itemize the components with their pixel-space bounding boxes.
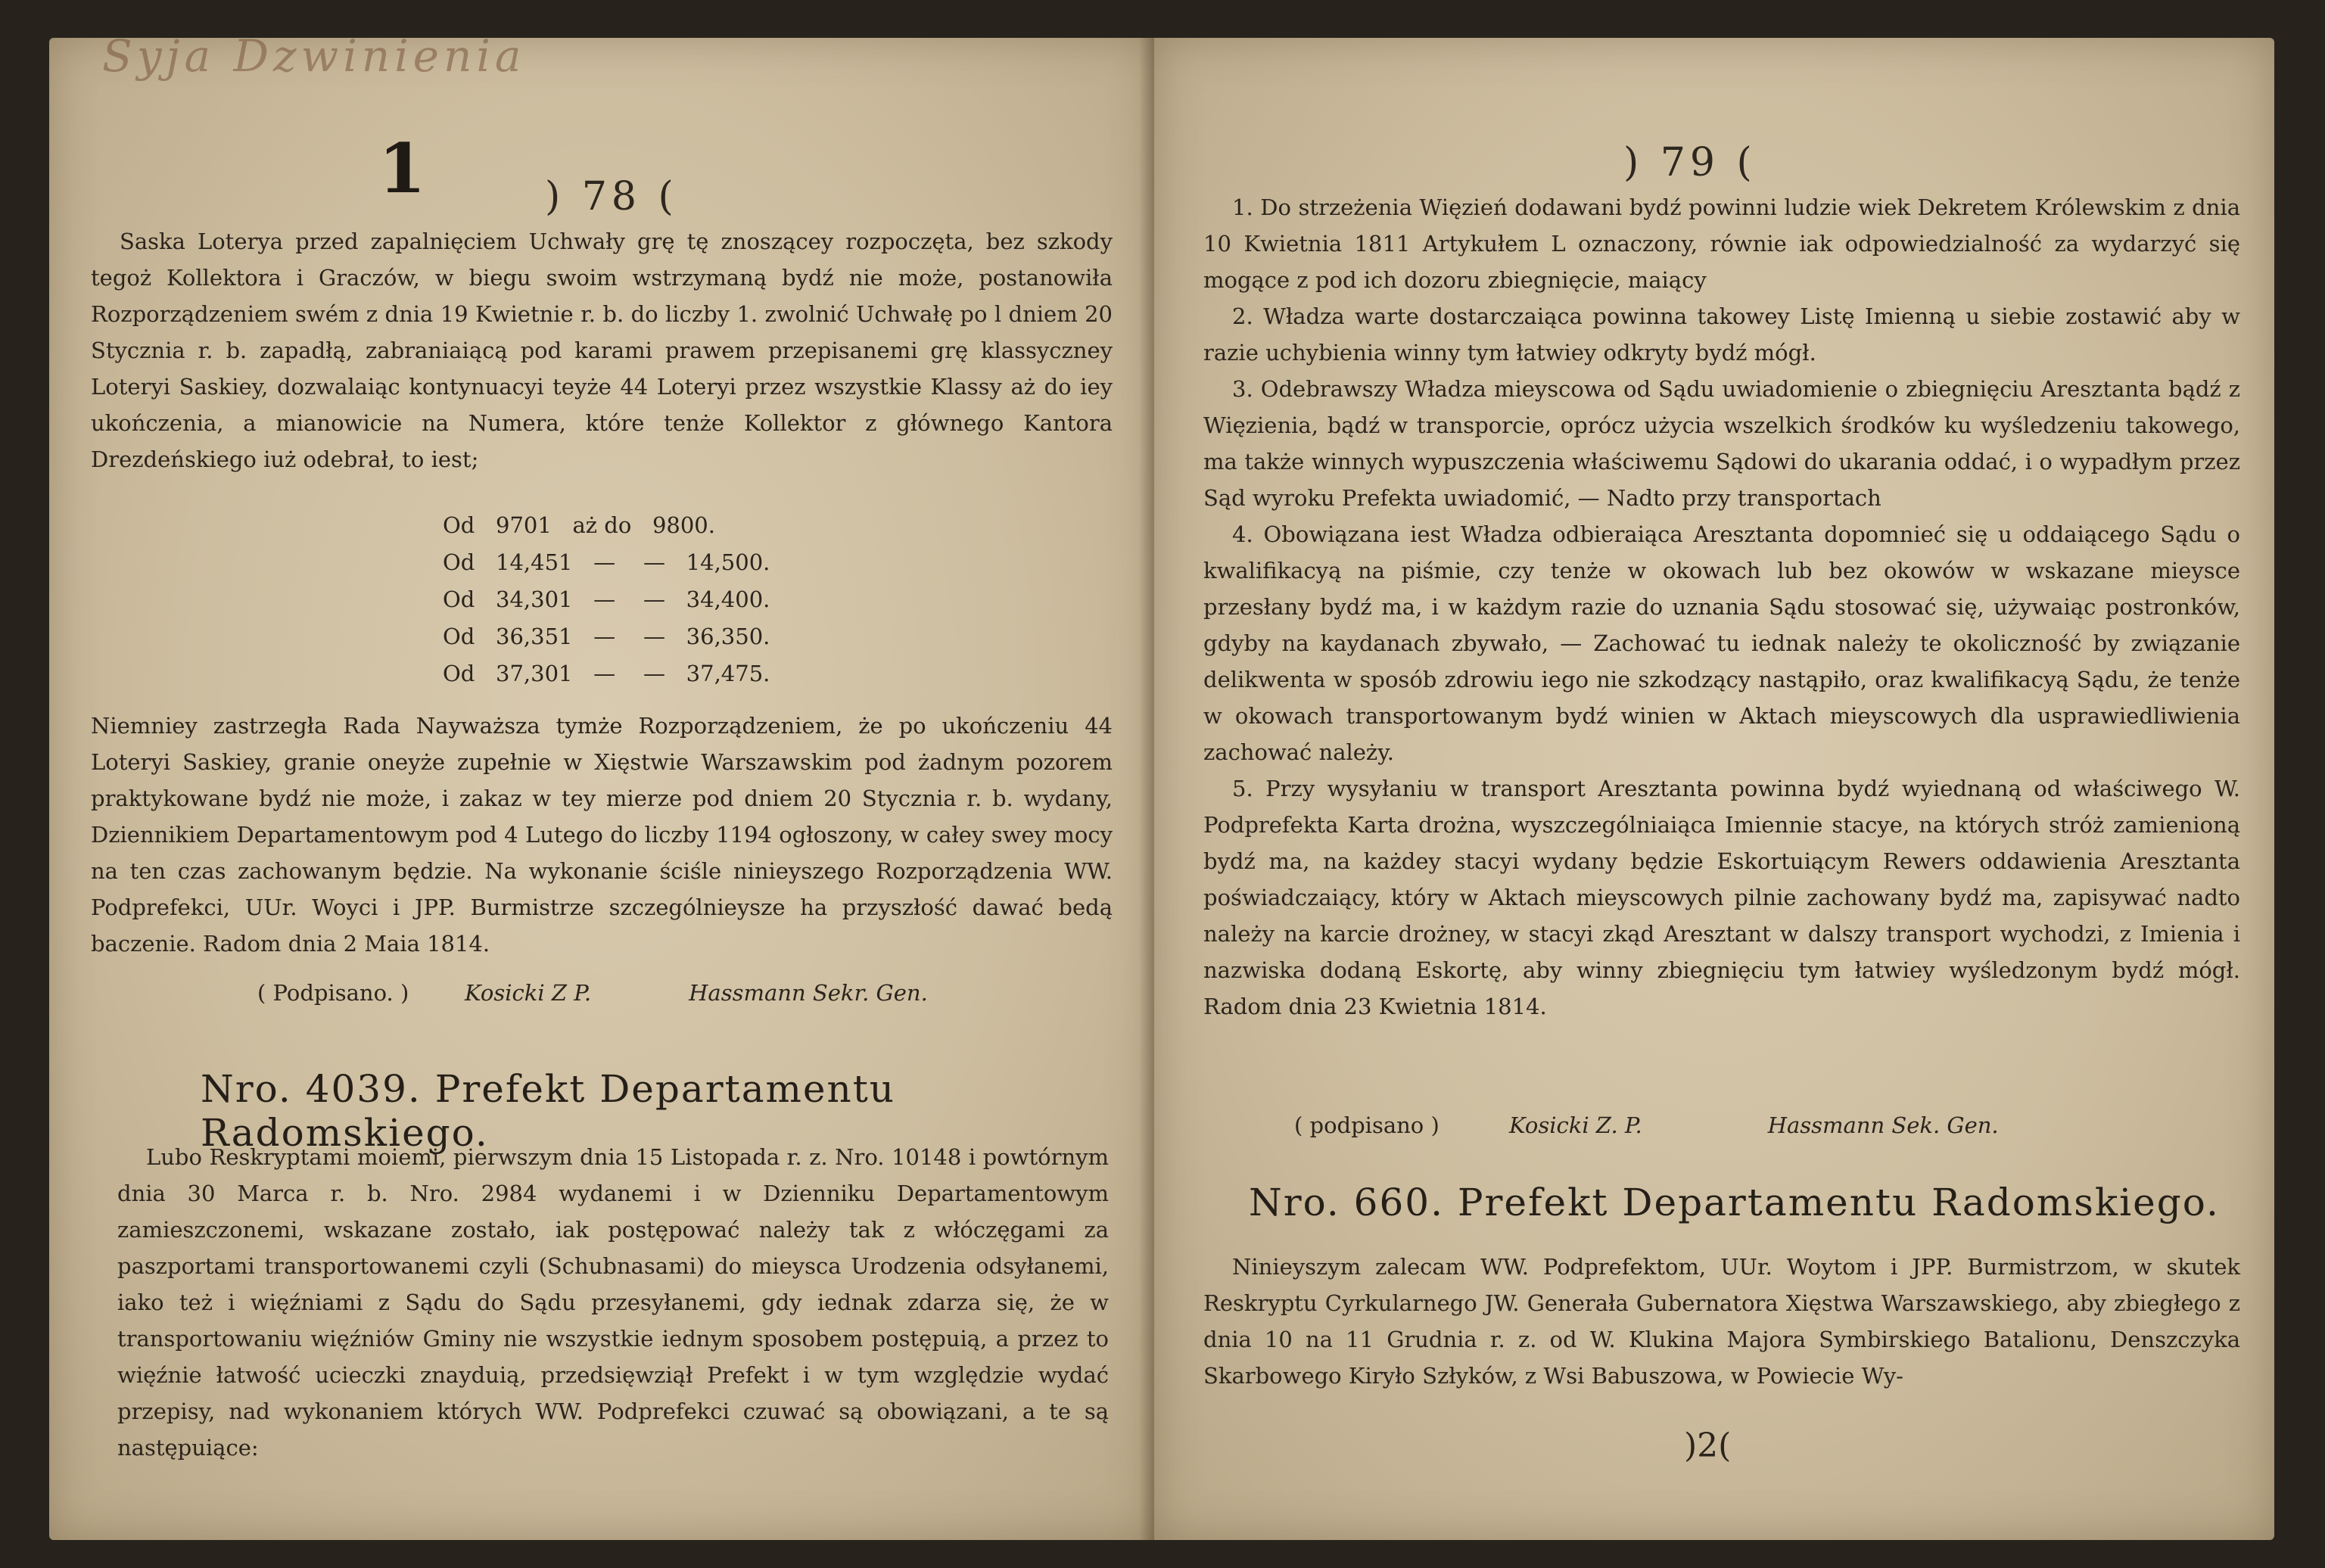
paragraph-prisoners: Lubo Reskryptami moiemi, pierwszym dnia 15 Listopada r. z. Nro. 10148 i powtórnym dnia 30 Marca r. b. Nro. 2984 wydanemi i w Dzienniku Departamentowym zamieszczonemi, wskazane zostało, iak postępować należy tak z włóczęgami za paszportami transportowanemi czyli (Schubnasami) do mieysca Urodzenia odsyłanemi, iako też i więźniami z Sądu do Sądu przesyłanemi, gdy iednak zdarza się, że w transportowaniu więźniów Gminy nie wszystkie iednym sposobem postępuią, a przez to więźnie łatwość ucieczki znayduią, przedsięwziął Prefekt i w tym względzie wydać przepisy, nad wykonaniem których WW. Podprefekci czuwać są obowiązani, a te są następuiące: (117, 1144, 1109, 1461)
section-heading-660: Nro. 660. Prefekt Departamentu Radomskiego. (1249, 1181, 2220, 1224)
section-heading-4039: Nro. 4039. Prefekt Departamentu Radomskiego. (201, 1067, 896, 1155)
regulation-3: 3. Odebrawszy Władza mieyscowa od Sądu uwiadomienie o zbiegnięciu Aresztanta bądź z Więzienia, bądź w transporcie, oprócz użycia wszelkich środków ku wyśledzeniu takowego, ma także winnych wypuszczenia właściwemu Sądowi do ukarania oddać, i o wypadłym przez Sąd wyroku Prefekta uwiadomić, — Nadto przy transportach (1203, 376, 2240, 511)
regulation-1: 1. Do strzeżenia Więzień dodawani bydź powinni ludzie wiek Dekretem Królewskim z dnia 10 Kwietnia 1811 Artykułem L oznaczony, równie iak odpowiedzialność za wydarzyć się mogące z pod ich dozoru zbiegnięcie, maiący (1203, 194, 2240, 293)
range-row: Od 36,351 — — 36,350. (443, 624, 770, 649)
paragraph-lottery: Saska Loterya przed zapalnięciem Uchwały grę tę znoszącey rozpoczęta, bez szkody tegoż Kollektora i Graczów, w biegu swoim wstrzymaną bydź nie może, postanowiła Rozporządzeniem swém z dnia 19 Kwietnie r. b. do liczby 1. zwolnić Uchwałę po l dniem 20 Stycznia r. b. zapadłą, zabraniaiącą pod karami prawem przepisanemi grę klassyczney Loteryi Saskiey, dozwalaiąc kontynuacyi teyże 44 Loteryi przez wszystkie Klassy aż do iey ukończenia, a mianowicie na Numera, które tenże Kollektor z głównego Kantora Drezdeńskiego iuż odebrał, to iest; (91, 229, 1113, 472)
page-number-left: ) 78 ( (545, 174, 678, 219)
handwritten-note: Syja Dzwinienia (102, 30, 526, 82)
left-page (49, 30, 1154, 1540)
range-row: Od 34,301 — — 34,400. (443, 586, 770, 612)
right-page (1154, 38, 2274, 1540)
ink-mark: 1 (378, 129, 426, 209)
signature-line-left: ( Podpisano. ) Kosicki Z P. Hassmann Sekr. Gen. (257, 980, 928, 1006)
paragraph-deserter: Ninieyszym zalecam WW. Podprefektom, UUr. Woytom i JPP. Burmistrzom, w skutek Reskryptu Cyrkularnego JW. Generała Gubernatora Xięstwa Warszawskiego, aby zbiegłego z dnia 10 na 11 Grudnia r. z. od W. Klukina Majora Symbirskiego Batalionu, Denszczyka Skarbowego Kiryło Szłyków, z Wsi Babuszowa, w Powiecie Wy- (1203, 1254, 2240, 1389)
footer-mark: )2( (1684, 1426, 1732, 1465)
range-row: Od 9701 aż do 9800. (443, 512, 715, 538)
page-number-right: ) 79 ( (1623, 140, 1757, 185)
range-row: Od 37,301 — — 37,475. (443, 661, 770, 686)
paragraph-decree: Niemniey zastrzegła Rada Nayważsza tymże Rozporządzeniem, że po ukończeniu 44 Loteryi Saskiey, granie oneyże zupełnie w Xięstwie Warszawskim pod żadnym pozorem praktykowane bydź nie może, i zakaz w tey mierze pod dniem 20 Stycznia r. b. wydany, Dziennikiem Departamentowym pod 4 Lutego do liczby 1194 ogłoszony, w całey swey mocy na ten czas zachowanym będzie. Na wykonanie ściśle ninieyszego Rozporządzenia WW. Podprefekci, UUr. Woyci i JPP. Burmistrze szczególnieysze ha przyszłość dawać bedą baczenie. Radom dnia 2 Maia 1814. (91, 713, 1113, 957)
signature-line-right: ( podpisano ) Kosicki Z. P. Hassmann Sek. Gen. (1294, 1112, 1999, 1138)
regulations (1203, 189, 2240, 1025)
regulation-4: 4. Obowiązana iest Władza odbieraiąca Aresztanta dopomnieć się u oddaiącego Sądu o kwalifikacyą na piśmie, czy tenże w okowach lub bez okowów w wskazane mieysce przesłany bydź ma, i w każdym razie do uznania Sądu stosować się, używaiąc postronków, gdyby na kaydanach zbywało, — Zachować tu iednak należy te okoliczność by związanie delikwenta w sposób zdrowiu iego nie szkodzący nastąpiło, oraz kwalifikacyą Sądu, że tenże w okowach transportowanym bydź winien w Aktach mieyscowych dla usprawiedliwienia zachować należy. (1203, 521, 2240, 765)
regulation-2: 2. Władza warte dostarczaiąca powinna takowey Listę Imienną u siebie zostawić aby w razie uchybienia winny tym łatwiey odkryty bydź mógł. (1203, 303, 2240, 366)
number-ranges (443, 507, 836, 692)
range-row: Od 14,451 — — 14,500. (443, 549, 770, 575)
regulation-5: 5. Przy wysyłaniu w transport Aresztanta powinna bydź wyiednaną od właściwego W. Podprefekta Karta drożna, wyszczególniaiąca Imiennie stacye, na których stróż zamienioną bydź ma, na każdey stacyi wydany będzie Eskortuiącym Rewers oddawienia Aresztanta poświadczaiący, który w Aktach mieyscowych pilnie zachowany bydź ma, zapisywać nadto należy na karcie drożney, w stacyi zkąd Aresztant w dalszy transport wychodzi, z Imienia i nazwiska dodaną Eskortę, aby winny zbiegnięciu tym łatwiey wyśledzonym bydź mógł. Radom dnia 23 Kwietnia 1814. (1203, 776, 2240, 1019)
